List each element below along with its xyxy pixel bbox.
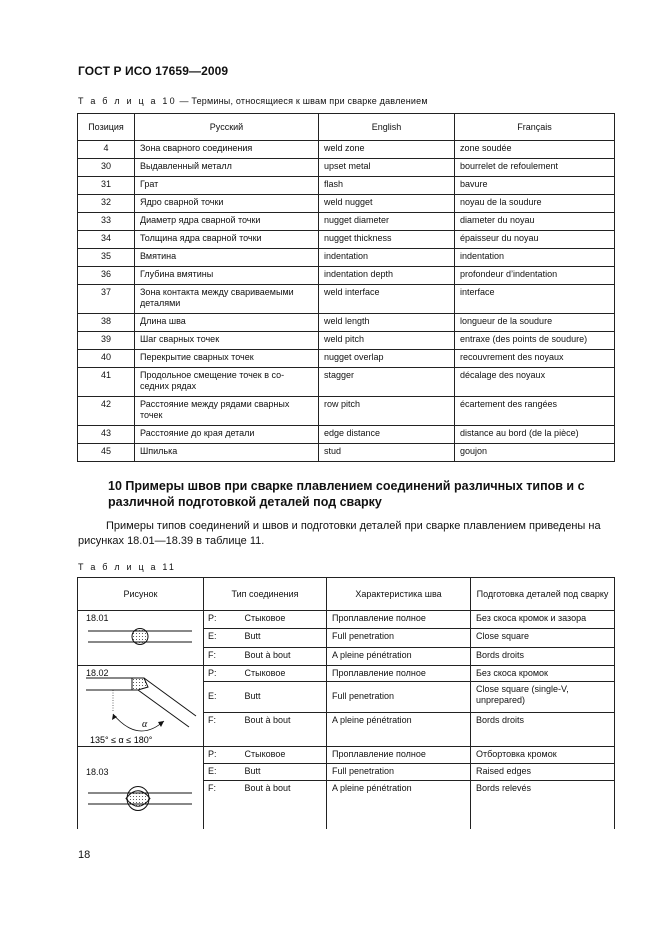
joint-type-cell: Butt xyxy=(240,682,327,712)
position-cell: 31 xyxy=(78,177,135,195)
table-row xyxy=(78,267,615,285)
column-header: Характеристика шва xyxy=(327,578,471,611)
preparation-cell: Bords relevés xyxy=(471,781,615,829)
position-cell: 36 xyxy=(78,267,135,285)
preparation-cell: Bords droits xyxy=(471,712,615,746)
language-code: E: xyxy=(204,629,240,647)
table-row xyxy=(78,666,615,682)
english-term-cell: flash xyxy=(319,177,455,195)
figure-cell xyxy=(78,747,204,830)
joint-type-cell: Bout à bout xyxy=(240,647,327,665)
preparation-cell: Raised edges xyxy=(471,764,615,781)
figure-cell xyxy=(78,611,204,666)
english-term-cell: upset metal xyxy=(319,159,455,177)
table-row xyxy=(78,314,615,332)
english-term-cell: nugget thickness xyxy=(319,231,455,249)
french-term-cell: goujon xyxy=(455,444,615,462)
table11-caption-text: Т а б л и ц а 11 xyxy=(78,562,177,572)
english-term-cell: stud xyxy=(319,444,455,462)
weld-characteristic-cell: Проплавление полное xyxy=(327,611,471,629)
russian-term-cell: Диаметр ядра сварной точки xyxy=(135,213,319,231)
russian-term-cell: Грат xyxy=(135,177,319,195)
position-cell: 40 xyxy=(78,350,135,368)
english-term-cell: edge distance xyxy=(319,426,455,444)
russian-term-cell: Длина шва xyxy=(135,314,319,332)
french-term-cell: noyau de la soudure xyxy=(455,195,615,213)
weld-characteristic-cell: Проплавление полное xyxy=(327,666,471,682)
table-row xyxy=(78,231,615,249)
english-term-cell: nugget overlap xyxy=(319,350,455,368)
french-term-cell: écartement des rangées xyxy=(455,397,615,426)
preparation-cell: Без скоса кромок и зазора xyxy=(471,611,615,629)
language-code: P: xyxy=(204,747,240,764)
english-term-cell: row pitch xyxy=(319,397,455,426)
table-row xyxy=(78,611,615,629)
figure-number: 18.02 xyxy=(86,668,109,678)
column-header: Русский xyxy=(135,114,319,141)
weld-characteristic-cell: A pleine pénétration xyxy=(327,647,471,665)
joint-type-cell: Bout à bout xyxy=(240,781,327,829)
russian-term-cell: Расстояние до края детали xyxy=(135,426,319,444)
table-row xyxy=(78,426,615,444)
weld-characteristic-cell: Проплавление полное xyxy=(327,747,471,764)
position-cell: 37 xyxy=(78,285,135,314)
weld-characteristic-cell: Full penetration xyxy=(327,629,471,647)
column-header: Тип соединения xyxy=(204,578,327,611)
preparation-cell: Close square xyxy=(471,629,615,647)
figure-number: 18.01 xyxy=(86,613,109,623)
weld-examples-table xyxy=(77,577,615,829)
column-header: Рисунок xyxy=(78,578,204,611)
russian-term-cell: Вмятина xyxy=(135,249,319,267)
french-term-cell: recouvrement des noyaux xyxy=(455,350,615,368)
table-row xyxy=(78,397,615,426)
russian-term-cell: Шаг сварных точек xyxy=(135,332,319,350)
section-title: 10 Примеры швов при сварке плавлением соединений различных типов и с различной подготовкой деталей под сварку xyxy=(108,479,585,509)
english-term-cell: weld interface xyxy=(319,285,455,314)
figure-cell xyxy=(78,666,204,747)
table-row xyxy=(78,141,615,159)
french-term-cell: diameter du noyau xyxy=(455,213,615,231)
russian-term-cell: Перекрытие сварных точек xyxy=(135,350,319,368)
table10-caption-prefix: Т а б л и ц а 10 xyxy=(78,96,177,106)
section-paragraph: Примеры типов соединений и швов и подготовки деталей при сварке плавлением приведены на рисунках 18.01—18.39 в таблице 11. xyxy=(78,520,601,547)
russian-term-cell: Ядро сварной точки xyxy=(135,195,319,213)
angle-range-note: 135° ≤ α ≤ 180° xyxy=(90,735,153,745)
table11-caption xyxy=(78,562,176,572)
position-cell: 30 xyxy=(78,159,135,177)
column-header: Позиция xyxy=(78,114,135,141)
weld-characteristic-cell: A pleine pénétration xyxy=(327,712,471,746)
french-term-cell: épaisseur du noyau xyxy=(455,231,615,249)
table-row xyxy=(78,332,615,350)
position-cell: 35 xyxy=(78,249,135,267)
page-number: 18 xyxy=(78,849,91,861)
raised-edge-joint-figure xyxy=(78,747,204,829)
russian-term-cell: Шпилька xyxy=(135,444,319,462)
table-row xyxy=(78,747,615,764)
french-term-cell: zone soudée xyxy=(455,141,615,159)
french-term-cell: indentation xyxy=(455,249,615,267)
table-row xyxy=(78,177,615,195)
table-row xyxy=(78,368,615,397)
joint-type-cell: Стыковое xyxy=(240,611,327,629)
russian-term-cell: Глубина вмятины xyxy=(135,267,319,285)
position-cell: 33 xyxy=(78,213,135,231)
language-code: F: xyxy=(204,647,240,665)
russian-term-cell: Продольное смещение точек в со-седних рядах xyxy=(135,368,319,397)
position-cell: 39 xyxy=(78,332,135,350)
french-term-cell: interface xyxy=(455,285,615,314)
table-row xyxy=(78,213,615,231)
french-term-cell: profondeur d’indentation xyxy=(455,267,615,285)
document-code: ГОСТ Р ИСО 17659—2009 xyxy=(78,64,229,78)
figure-number: 18.03 xyxy=(86,767,109,777)
french-term-cell: entraxe (des points de soudure) xyxy=(455,332,615,350)
column-header: Подготовка деталей под сварку xyxy=(471,578,615,611)
position-cell: 42 xyxy=(78,397,135,426)
english-term-cell: weld nugget xyxy=(319,195,455,213)
language-code: E: xyxy=(204,682,240,712)
joint-type-cell: Стыковое xyxy=(240,666,327,682)
position-cell: 41 xyxy=(78,368,135,397)
joint-type-cell: Butt xyxy=(240,629,327,647)
table-row xyxy=(78,444,615,462)
table-header-row xyxy=(78,114,615,141)
language-code: P: xyxy=(204,611,240,629)
preparation-cell: Bords droits xyxy=(471,647,615,665)
russian-term-cell: Зона контакта между свариваемыми деталями xyxy=(135,285,319,314)
position-cell: 45 xyxy=(78,444,135,462)
table-row xyxy=(78,285,615,314)
english-term-cell: nugget diameter xyxy=(319,213,455,231)
russian-term-cell: Зона сварного соединения xyxy=(135,141,319,159)
position-cell: 34 xyxy=(78,231,135,249)
weld-characteristic-cell: A pleine pénétration xyxy=(327,781,471,829)
terms-table xyxy=(77,113,615,462)
language-code: F: xyxy=(204,781,240,829)
position-cell: 38 xyxy=(78,314,135,332)
table-row xyxy=(78,350,615,368)
table-header-row xyxy=(78,578,615,611)
column-header: Français xyxy=(455,114,615,141)
english-term-cell: indentation xyxy=(319,249,455,267)
position-cell: 43 xyxy=(78,426,135,444)
joint-type-cell: Стыковое xyxy=(240,747,327,764)
table10-caption-text: — Термины, относящиеся к швам при сварке давлением xyxy=(176,96,428,106)
english-term-cell: weld pitch xyxy=(319,332,455,350)
english-term-cell: weld zone xyxy=(319,141,455,159)
russian-term-cell: Толщина ядра сварной точки xyxy=(135,231,319,249)
preparation-cell: Без скоса кромок xyxy=(471,666,615,682)
english-term-cell: stagger xyxy=(319,368,455,397)
joint-type-cell: Bout à bout xyxy=(240,712,327,746)
russian-term-cell: Выдавленный металл xyxy=(135,159,319,177)
english-term-cell: weld length xyxy=(319,314,455,332)
weld-characteristic-cell: Full penetration xyxy=(327,682,471,712)
table-row xyxy=(78,195,615,213)
french-term-cell: longueur de la soudure xyxy=(455,314,615,332)
position-cell: 32 xyxy=(78,195,135,213)
french-term-cell: décalage des noyaux xyxy=(455,368,615,397)
english-term-cell: indentation depth xyxy=(319,267,455,285)
table-row xyxy=(78,249,615,267)
preparation-cell: Close square (single-V, unprepared) xyxy=(471,682,615,712)
language-code: P: xyxy=(204,666,240,682)
preparation-cell: Отбортовка кромок xyxy=(471,747,615,764)
language-code: E: xyxy=(204,764,240,781)
french-term-cell: distance au bord (de la pièce) xyxy=(455,426,615,444)
french-term-cell: bourrelet de refoulement xyxy=(455,159,615,177)
french-term-cell: bavure xyxy=(455,177,615,195)
table10-caption xyxy=(78,96,428,106)
language-code: F: xyxy=(204,712,240,746)
table-row xyxy=(78,159,615,177)
russian-term-cell: Расстояние между рядами сварных точек xyxy=(135,397,319,426)
weld-characteristic-cell: Full penetration xyxy=(327,764,471,781)
joint-type-cell: Butt xyxy=(240,764,327,781)
column-header: English xyxy=(319,114,455,141)
angle-symbol: α xyxy=(142,719,148,730)
position-cell: 4 xyxy=(78,141,135,159)
